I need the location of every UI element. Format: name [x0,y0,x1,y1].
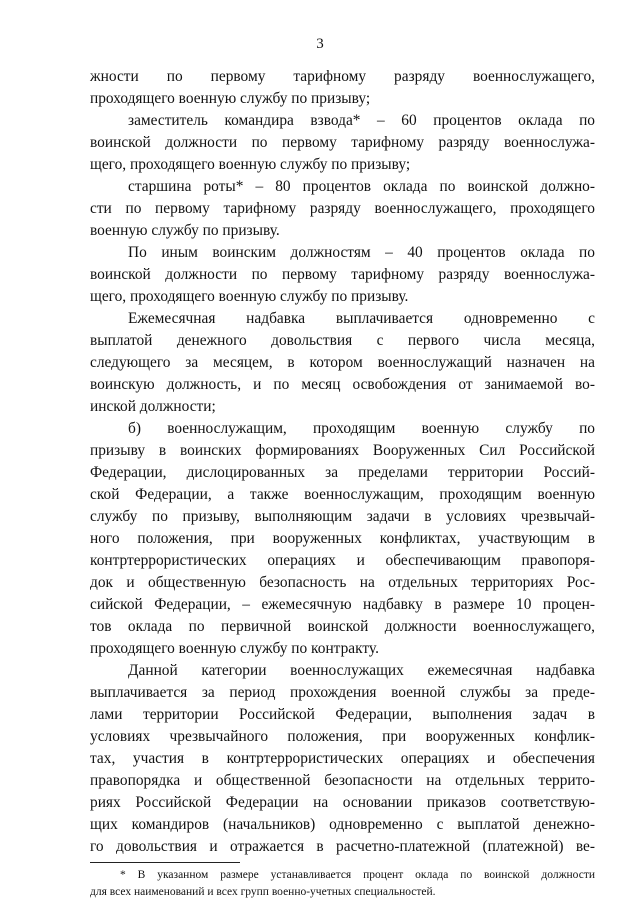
text-line: условиях чрезвычайного положения, при вооруженных конфлик- [90,728,595,745]
text-line: Ежемесячная надбавка выплачивается одновременно с [128,310,595,327]
text-line: выплачивается за период прохождения военной службы за преде- [90,684,595,701]
text-line: службу по призыву, выполняющим задачи в условиях чрезвычай- [90,508,595,525]
text-line: го довольствия и отражается в расчетно-платежной (платежной) ве- [90,838,595,855]
text-line: старшина роты* – 80 процентов оклада по воинской должно- [128,178,595,195]
text-line: ской Федерации, а также военнослужащим, проходящим военную [90,486,595,503]
text-line: Данной категории военнослужащих ежемесячная надбавка [128,662,595,679]
text-line: жности по первому тарифному разряду военнослужащего, [90,68,595,85]
text-line: призыву в воинских формированиях Вооруженных Сил Российской [90,442,595,459]
footnote-line: * В указанном размере устанавливается процент оклада по воинской должности [120,869,595,881]
text-line: проходящего военную службу по контракту. [90,640,379,657]
text-line: контртеррористических операциях и обеспечивающим правопоря- [90,552,595,569]
text-line: сти по первому тарифному разряду военнослужащего, проходящего [90,200,595,217]
text-line: выплатой денежного довольствия с первого числа месяца, [90,332,595,349]
text-line: риях Российской Федерации на основании приказов соответствую- [90,794,595,811]
text-line: док и общественную безопасность на отдельных территориях Рос- [90,574,595,591]
text-line: воинскую должность, и по месяц освобождения от занимаемой во- [90,376,595,393]
text-line: ного положения, при вооруженных конфликтах, участвующим в [90,530,595,547]
text-line: заместитель командира взвода* – 60 процентов оклада по [128,112,595,129]
text-line: военную службу по призыву. [90,222,280,239]
text-line: инской должности; [90,398,216,415]
text-line: щего, проходящего военную службу по призыву; [90,156,411,173]
text-line: следующего за месяцем, в котором военнослужащий назначен на [90,354,595,371]
text-line: Федерации, дислоцированных за пределами территории Россий- [90,464,595,481]
text-line: воинской должности по первому тарифному разряду военнослужа- [90,266,595,283]
text-line: тов оклада по первичной воинской должности военнослужащего, [90,618,595,635]
text-line: лами территории Российской Федерации, выполнения задач в [90,706,595,723]
text-line: проходящего военную службу по призыву; [90,90,371,107]
text-line: тах, участия в контртеррористических операциях и обеспечения [90,750,595,767]
text-line: воинской должности по первому тарифному разряду военнослужа- [90,134,595,151]
text-line: б) военнослужащим, проходящим военную службу по [128,420,595,437]
text-line: сийской Федерации, – ежемесячную надбавку в размере 10 процен- [90,596,595,613]
page-number: 3 [316,36,324,52]
text-line: щих командиров (начальников) одновременно с выплатой денежно- [90,816,595,833]
footnote-line: для всех наименований и всех групп военно-учетных специальностей. [90,886,436,898]
text-line: По иным воинским должностям – 40 процентов оклада по [128,244,595,261]
text-line: щего, проходящего военную службу по призыву. [90,288,409,305]
footnote-separator [90,862,240,863]
text-line: правопорядка и общественной безопасности на отдельных террито- [90,772,595,789]
